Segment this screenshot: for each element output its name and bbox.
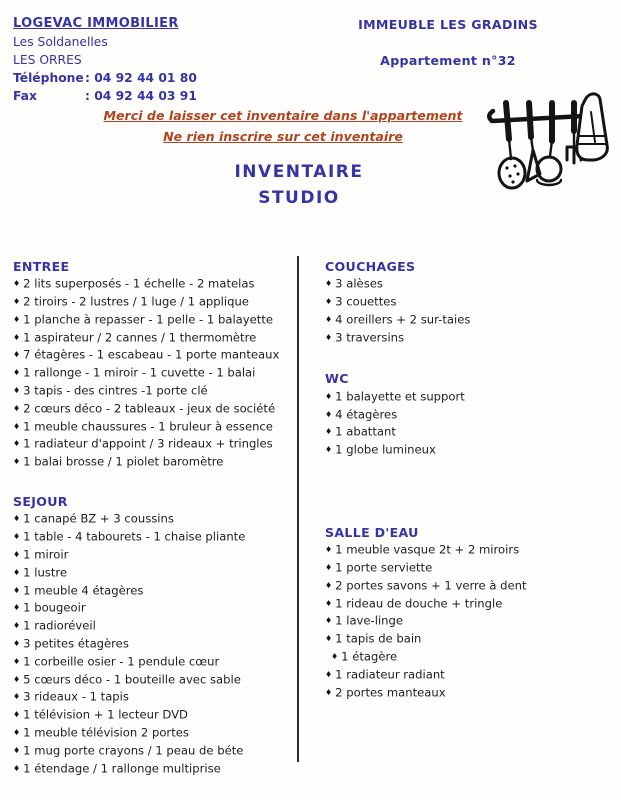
bullet-diamond-icon: ♦ xyxy=(13,457,21,467)
bullet-diamond-icon: ♦ xyxy=(325,391,333,401)
item-text: 3 couettes xyxy=(335,294,397,309)
bullet-diamond-icon: ♦ xyxy=(325,314,333,324)
item-text: 1 meuble vasque 2t + 2 miroirs xyxy=(335,542,520,557)
inventory-list-item xyxy=(13,528,295,546)
item-text: 1 porte serviette xyxy=(335,560,433,575)
item-text: 1 rideau de douche + tringle xyxy=(335,596,503,611)
inventory-list-item xyxy=(13,582,295,600)
bullet-diamond-icon: ♦ xyxy=(13,585,21,595)
item-text: 1 table - 4 tabourets - 1 chaise pliante xyxy=(23,529,246,544)
inventory-list-item xyxy=(325,388,611,406)
inventory-section xyxy=(325,258,611,346)
bullet-diamond-icon: ♦ xyxy=(13,532,21,542)
inventory-list-item xyxy=(13,435,295,453)
inventory-list-item xyxy=(325,293,611,311)
inventory-section xyxy=(325,370,611,458)
inventory-list-item xyxy=(13,671,295,689)
inventory-list-item xyxy=(13,546,295,564)
item-text: 1 meuble télévision 2 portes xyxy=(23,725,189,740)
item-text: 1 balayette et support xyxy=(335,389,465,404)
bullet-diamond-icon: ♦ xyxy=(325,580,333,590)
item-text: 1 lave-linge xyxy=(335,613,404,628)
inventory-list-item xyxy=(325,595,611,613)
fax-number: : 04 92 44 03 91 xyxy=(85,89,197,103)
column-divider-line xyxy=(297,256,299,762)
inventory-list-item xyxy=(13,329,295,347)
agency-name: LOGEVAC IMMOBILIER xyxy=(13,16,179,31)
section-item-list xyxy=(325,541,611,701)
bullet-diamond-icon: ♦ xyxy=(13,656,21,666)
agency-address-line2: LES ORRES xyxy=(13,53,82,67)
inventory-list-item xyxy=(325,630,611,648)
inventory-list-item xyxy=(13,706,295,724)
item-text: 3 petites étagères xyxy=(23,636,129,651)
notice-line-1: Merci de laisser cet inventaire dans l'appartement xyxy=(103,108,463,123)
item-text: 1 meuble 4 étagères xyxy=(23,583,144,598)
inventory-list-item xyxy=(13,510,295,528)
bullet-diamond-icon: ♦ xyxy=(325,563,333,573)
fax-label: Fax xyxy=(13,89,37,103)
inventory-list-item xyxy=(13,311,295,329)
inventory-section xyxy=(13,493,295,777)
bullet-diamond-icon: ♦ xyxy=(13,514,21,524)
bullet-diamond-icon: ♦ xyxy=(13,403,21,413)
section-heading: SEJOUR xyxy=(13,494,68,510)
bullet-diamond-icon: ♦ xyxy=(13,621,21,631)
inventory-list-item xyxy=(325,406,611,424)
item-text: 1 radioréveil xyxy=(23,618,96,633)
section-heading: COUCHAGES xyxy=(325,259,416,274)
item-text: 2 tiroirs - 2 lustres / 1 luge / 1 applique xyxy=(23,294,249,309)
bullet-diamond-icon: ♦ xyxy=(325,616,333,626)
bullet-diamond-icon: ♦ xyxy=(13,314,21,324)
item-text: 2 cœurs déco - 2 tableaux - jeux de société xyxy=(23,401,276,416)
item-text: 4 oreillers + 2 sur-taies xyxy=(335,312,471,327)
item-text: 1 canapé BZ + 3 coussins xyxy=(23,511,174,526)
inventory-right-column xyxy=(325,258,611,701)
bullet-diamond-icon: ♦ xyxy=(325,598,333,608)
section-heading: WC xyxy=(325,371,349,387)
inventory-list-item xyxy=(13,617,295,635)
inventory-list-item xyxy=(13,742,295,760)
inventory-list-item xyxy=(13,453,295,471)
bullet-diamond-icon: ♦ xyxy=(13,763,21,773)
title-line-1: INVENTAIRE xyxy=(234,162,364,182)
agency-address-line1: Les Soldanelles xyxy=(13,35,108,49)
bullet-diamond-icon: ♦ xyxy=(325,445,333,455)
item-text: 1 aspirateur / 2 cannes / 1 thermomètre xyxy=(23,330,257,345)
building-name: IMMEUBLE LES GRADINS xyxy=(358,17,538,32)
item-text: 1 étendage / 1 rallonge multiprise xyxy=(23,761,221,776)
bullet-diamond-icon: ♦ xyxy=(13,603,21,613)
bullet-diamond-icon: ♦ xyxy=(325,332,333,342)
bullet-diamond-icon: ♦ xyxy=(325,545,333,555)
item-text: 1 miroir xyxy=(23,547,69,562)
inventory-list-item xyxy=(13,418,295,436)
inventory-list-item xyxy=(13,275,295,293)
bullet-diamond-icon: ♦ xyxy=(13,745,21,755)
inventory-list-item xyxy=(13,382,295,400)
bullet-diamond-icon: ♦ xyxy=(325,409,333,419)
section-item-list xyxy=(13,510,295,777)
inventory-list-item xyxy=(13,364,295,382)
section-item-list xyxy=(13,275,295,471)
item-text: 1 balai brosse / 1 piolet baromètre xyxy=(23,454,224,469)
phone-label: Téléphone xyxy=(13,71,84,85)
item-text: 2 lits superposés - 1 échelle - 2 matelas xyxy=(23,276,255,291)
bullet-diamond-icon: ♦ xyxy=(331,652,339,662)
apartment-number: Appartement n°32 xyxy=(380,53,516,68)
bullet-diamond-icon: ♦ xyxy=(13,421,21,431)
bullet-diamond-icon: ♦ xyxy=(325,687,333,697)
bullet-diamond-icon: ♦ xyxy=(13,549,21,559)
bullet-diamond-icon: ♦ xyxy=(13,297,21,307)
bullet-diamond-icon: ♦ xyxy=(13,350,21,360)
inventory-list-item xyxy=(325,541,611,559)
agency-header-block xyxy=(13,15,197,105)
inventory-section xyxy=(325,524,611,701)
item-text: 1 globe lumineux xyxy=(335,442,436,457)
inventory-list-item xyxy=(325,329,611,347)
item-text: 4 étagères xyxy=(335,407,398,422)
inventory-list-item xyxy=(325,441,611,459)
phone-number: : 04 92 44 01 80 xyxy=(85,71,197,85)
item-text: 3 alèses xyxy=(335,276,383,291)
bullet-diamond-icon: ♦ xyxy=(13,638,21,648)
section-item-list xyxy=(325,275,611,346)
item-text: 1 télévision + 1 lecteur DVD xyxy=(23,707,188,722)
item-text: 1 mug porte crayons / 1 peau de béte xyxy=(23,743,244,758)
item-text: 1 lustre xyxy=(23,565,68,580)
inventory-list-item xyxy=(13,635,295,653)
item-text: 7 étagères - 1 escabeau - 1 porte manteaux xyxy=(23,347,280,362)
bullet-diamond-icon: ♦ xyxy=(13,692,21,702)
bullet-diamond-icon: ♦ xyxy=(13,727,21,737)
inventory-section xyxy=(13,258,295,471)
bullet-diamond-icon: ♦ xyxy=(325,297,333,307)
inventory-list-item xyxy=(13,688,295,706)
inventory-list-item xyxy=(325,577,611,595)
section-item-list xyxy=(325,388,611,459)
inventory-list-item xyxy=(13,400,295,418)
title-line-2: STUDIO xyxy=(258,188,340,208)
bullet-diamond-icon: ♦ xyxy=(13,368,21,378)
item-text: 1 bougeoir xyxy=(23,600,86,615)
item-text: 1 tapis de bain xyxy=(335,631,422,646)
item-text: 1 étagère xyxy=(341,649,398,664)
bullet-diamond-icon: ♦ xyxy=(325,634,333,644)
inventory-left-column xyxy=(13,258,295,777)
inventory-list-item xyxy=(13,653,295,671)
item-text: 2 portes savons + 1 verre à dent xyxy=(335,578,527,593)
item-text: 1 abattant xyxy=(335,424,396,439)
inventory-list-item xyxy=(325,612,611,630)
item-text: 1 radiateur radiant xyxy=(335,667,445,682)
inventory-list-item xyxy=(13,346,295,364)
inventory-list-item xyxy=(13,293,295,311)
bullet-diamond-icon: ♦ xyxy=(13,279,21,289)
section-heading: SALLE D'EAU xyxy=(325,524,419,540)
bullet-diamond-icon: ♦ xyxy=(325,669,333,679)
agency-fax-row xyxy=(13,87,197,105)
inventory-list-item xyxy=(325,423,611,441)
building-header-block xyxy=(336,16,560,70)
inventory-list-item xyxy=(13,564,295,582)
bullet-diamond-icon: ♦ xyxy=(325,279,333,289)
inventory-list-item xyxy=(13,760,295,778)
inventory-list-item xyxy=(325,648,611,666)
item-text: 3 tapis - des cintres -1 porte clé xyxy=(23,383,208,398)
bullet-diamond-icon: ♦ xyxy=(13,674,21,684)
inventory-list-item xyxy=(325,275,611,293)
item-text: 1 corbeille osier - 1 pendule cœur xyxy=(23,654,220,669)
inventory-list-item xyxy=(13,724,295,742)
inventory-list-item xyxy=(325,684,611,702)
inventory-list-item xyxy=(325,559,611,577)
item-text: 1 radiateur d'appoint / 3 rideaux + tringles xyxy=(23,436,273,451)
section-heading: ENTREE xyxy=(13,259,70,274)
item-text: 3 traversins xyxy=(335,330,405,345)
bullet-diamond-icon: ♦ xyxy=(13,439,21,449)
bullet-diamond-icon: ♦ xyxy=(13,710,21,720)
notice-line-2: Ne rien inscrire sur cet inventaire xyxy=(163,129,403,144)
bullet-diamond-icon: ♦ xyxy=(13,567,21,577)
inventory-list-item xyxy=(325,311,611,329)
item-text: 5 cœurs déco - 1 bouteille avec sable xyxy=(23,672,241,687)
agency-phone-row xyxy=(13,69,197,87)
bullet-diamond-icon: ♦ xyxy=(13,386,21,396)
item-text: 2 portes manteaux xyxy=(335,685,446,700)
inventory-list-item xyxy=(325,666,611,684)
bullet-diamond-icon: ♦ xyxy=(325,427,333,437)
item-text: 3 rideaux - 1 tapis xyxy=(23,689,129,704)
inventory-list-item xyxy=(13,599,295,617)
bullet-diamond-icon: ♦ xyxy=(13,332,21,342)
item-text: 1 planche à repasser - 1 pelle - 1 balayette xyxy=(23,312,273,327)
item-text: 1 meuble chaussures - 1 bruleur à essence xyxy=(23,419,273,434)
document-title xyxy=(0,159,598,211)
item-text: 1 rallonge - 1 miroir - 1 cuvette - 1 balai xyxy=(23,365,256,380)
